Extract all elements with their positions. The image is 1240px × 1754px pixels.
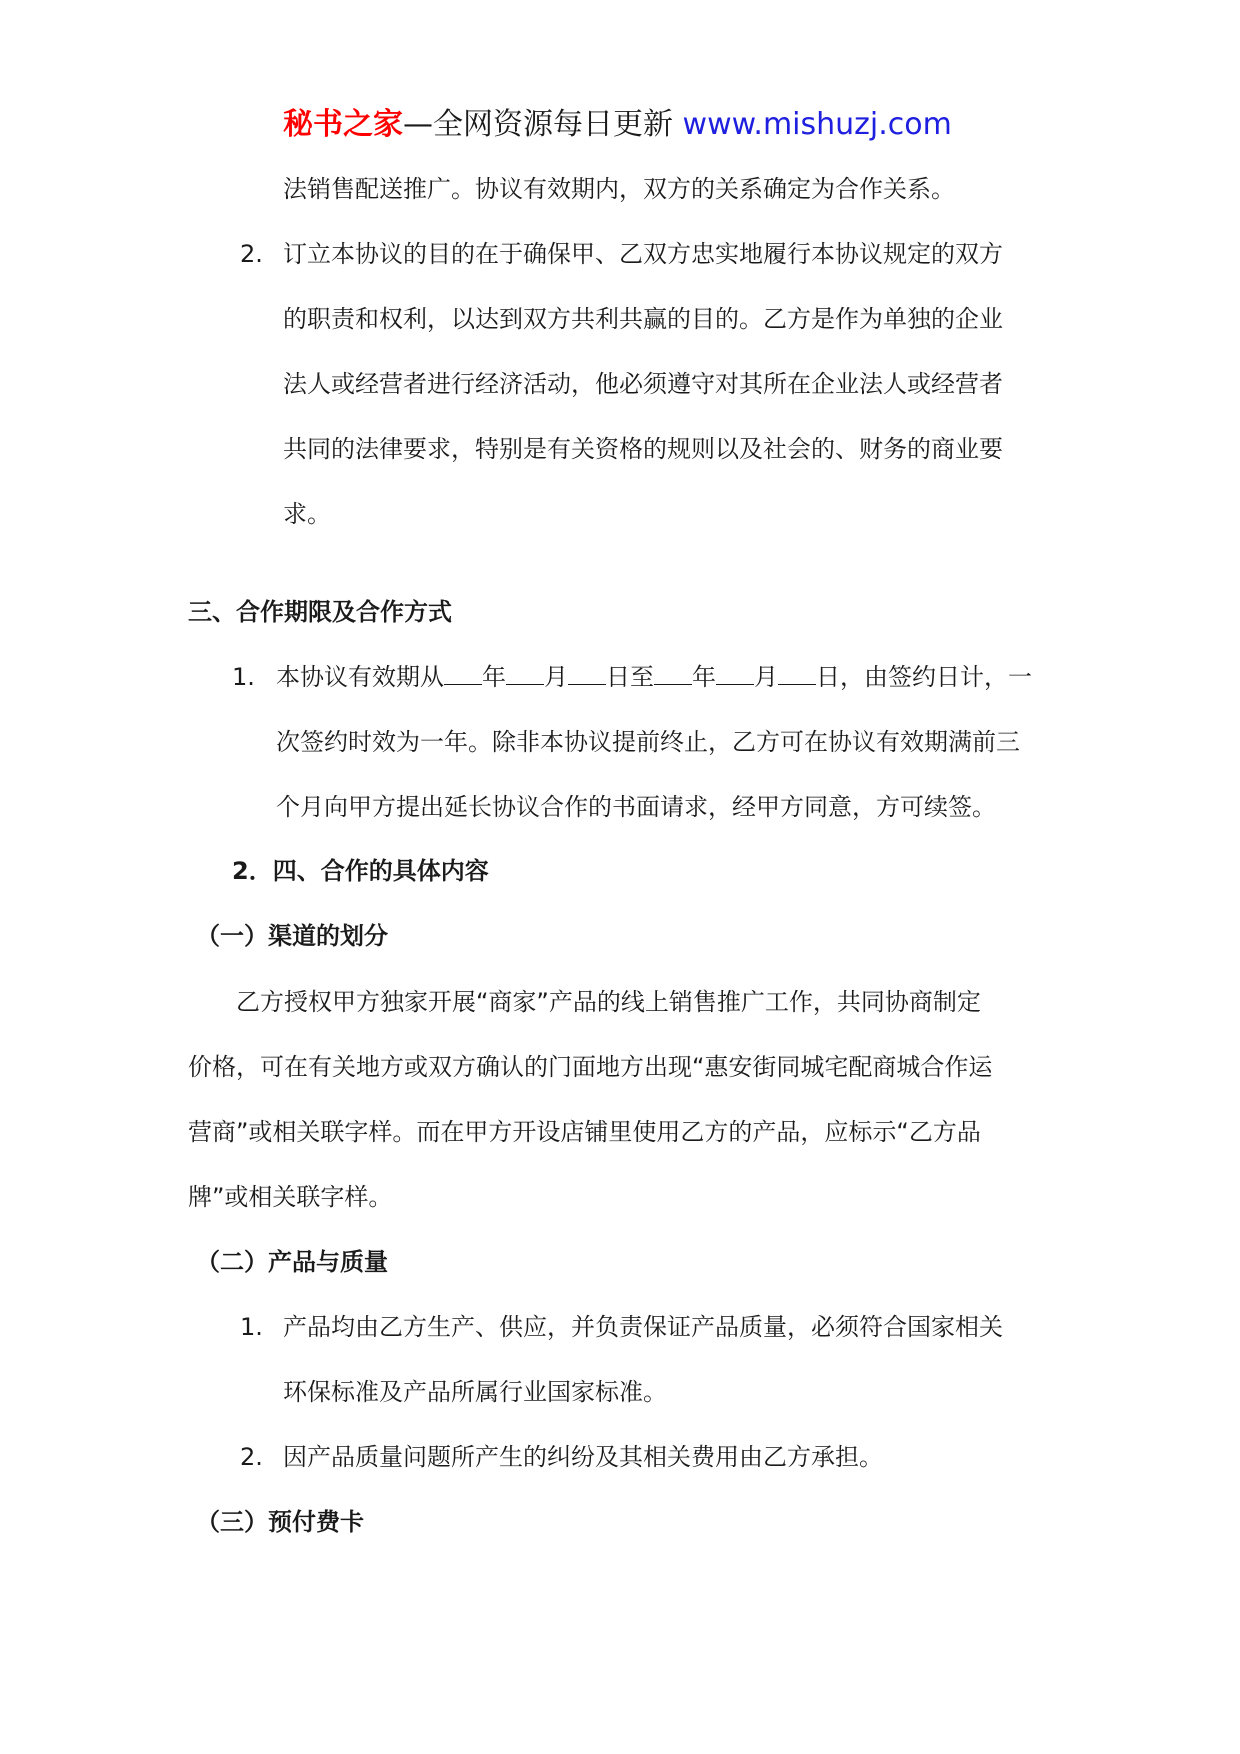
agreement-term-line	[276, 659, 1032, 695]
blank-field	[568, 662, 606, 685]
list-number: 1.	[232, 663, 255, 691]
paragraph-line: 因产品质量问题所产生的纠纷及其相关费用由乙方承担。	[283, 1443, 883, 1471]
term-text: 日至	[606, 663, 654, 691]
list-number: 1.	[240, 1313, 263, 1341]
blank-field	[654, 662, 692, 685]
paragraph-line: 求。	[283, 500, 331, 528]
blank-field	[444, 662, 482, 685]
brand-name: 秘书之家	[283, 107, 403, 142]
paragraph-line: 共同的法律要求，特别是有关资格的规则以及社会的、财务的商业要	[283, 435, 1003, 463]
paragraph-line: 法销售配送推广。协议有效期内，双方的关系确定为合作关系。	[283, 175, 955, 203]
subsection-heading: （一）渠道的划分	[196, 922, 388, 950]
list-number: 2.	[240, 1443, 263, 1471]
paragraph-line: 乙方授权甲方独家开展“商家”产品的线上销售推广工作，共同协商制定	[236, 988, 981, 1016]
list-number: 2.	[240, 240, 263, 268]
term-text: 本协议有效期从	[276, 663, 444, 691]
section-heading: 2．四、合作的具体内容	[232, 857, 489, 885]
paragraph-line: 法人或经营者进行经济活动，他必须遵守对其所在企业法人或经营者	[283, 370, 1003, 398]
paragraph-line: 价格，可在有关地方或双方确认的门面地方出现“惠安街同城宅配商城合作运	[188, 1053, 993, 1081]
subsection-heading: （三）预付费卡	[196, 1508, 364, 1536]
blank-field	[716, 662, 754, 685]
paragraph-line: 营商”或相关联字样。而在甲方开设店铺里使用乙方的产品，应标示“乙方品	[188, 1118, 981, 1146]
paragraph-line: 个月向甲方提出延长协议合作的书面请求，经甲方同意，方可续签。	[276, 793, 996, 821]
term-text: 月	[754, 663, 778, 691]
blank-field	[506, 662, 544, 685]
paragraph-line: 产品均由乙方生产、供应，并负责保证产品质量，必须符合国家相关	[283, 1313, 1003, 1341]
section-heading: 三、合作期限及合作方式	[188, 598, 452, 626]
header-slogan: —全网资源每日更新	[403, 107, 683, 142]
term-text: 月	[544, 663, 568, 691]
subsection-heading: （二）产品与质量	[196, 1248, 388, 1276]
paragraph-line: 的职责和权利，以达到双方共利共赢的目的。乙方是作为单独的企业	[283, 305, 1003, 333]
paragraph-line: 次签约时效为一年。除非本协议提前终止，乙方可在协议有效期满前三	[276, 728, 1020, 756]
paragraph-line: 牌”或相关联字样。	[188, 1183, 393, 1211]
term-text: 日，由签约日计，一	[816, 663, 1032, 691]
page-header	[283, 103, 1183, 147]
paragraph-line: 订立本协议的目的在于确保甲、乙双方忠实地履行本协议规定的双方	[283, 240, 1003, 268]
blank-field	[778, 662, 816, 685]
term-text: 年	[482, 663, 506, 691]
header-url[interactable]: www.mishuzj.com	[682, 107, 952, 142]
term-text: 年	[692, 663, 716, 691]
paragraph-line: 环保标准及产品所属行业国家标准。	[283, 1378, 667, 1406]
